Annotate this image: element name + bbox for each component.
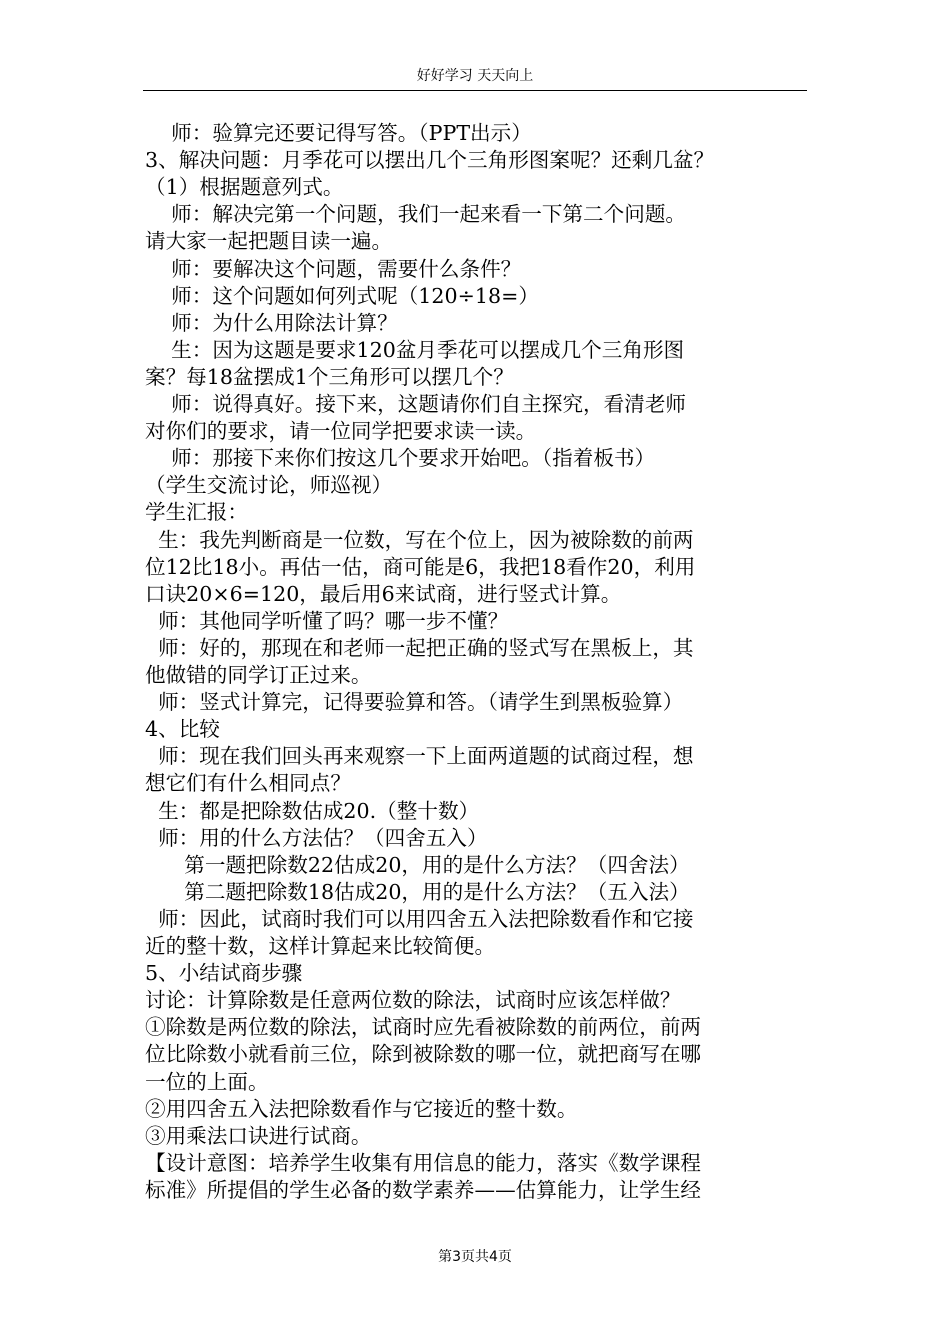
text-line: 师：说得真好。接下来，这题请你们自主探究，看清老师 bbox=[145, 392, 687, 416]
text-line: 生：我先判断商是一位数，写在个位上，因为被除数的前两 bbox=[145, 527, 694, 552]
text-line: 师：现在我们回头再来观察一下上面两道题的试商过程，想 bbox=[145, 744, 694, 769]
text-line: 标准》所提倡的学生必备的数学素养——估算能力，让学生经 bbox=[145, 1177, 702, 1202]
text-line: 师：因此，试商时我们可以用四舍五入法把除数看作和它接 bbox=[145, 906, 694, 931]
text-line: 学生汇报： bbox=[145, 500, 248, 525]
text-line: 一位的上面。 bbox=[145, 1069, 269, 1094]
text-line: 想它们有什么相同点？ bbox=[145, 771, 351, 796]
text-line: 第一题把除数22估成20，用的是什么方法？（四舍法） bbox=[145, 852, 690, 877]
text-line: 师：那接下来你们按这几个要求开始吧。（指着板书） bbox=[145, 446, 656, 471]
text-line: 3、解决问题：月季花可以摆出几个三角形图案呢？还剩几盆？ bbox=[145, 148, 715, 173]
text-line: 师：这个问题如何列式呢（120÷18=） bbox=[145, 283, 539, 308]
text-line: 师：用的什么方法估？（四舍五入） bbox=[145, 825, 488, 850]
text-line: 师：解决完第一个问题，我们一起来看一下第二个问题。 bbox=[145, 202, 687, 227]
text-line: 案？每18盆摆成1个三角形可以摆几个？ bbox=[145, 364, 514, 389]
text-line: 请大家一起把题目读一遍。 bbox=[145, 229, 393, 254]
text-line: 师：为什么用除法计算？ bbox=[145, 310, 398, 335]
text-line: 【设计意图：培养学生收集有用信息的能力，落实《数学课程 bbox=[145, 1150, 702, 1175]
text-line: 他做错的同学订正过来。 bbox=[145, 663, 372, 687]
page-footer: 第3页共4页 bbox=[438, 1249, 512, 1265]
text-line: 师：要解决这个问题，需要什么条件？ bbox=[145, 256, 522, 281]
text-line: （学生交流讨论，师巡视） bbox=[145, 473, 393, 498]
text-line: ②用四舍五入法把除数看作与它接近的整十数。 bbox=[145, 1096, 578, 1121]
text-line: 讨论：计算除数是任意两位数的除法，试商时应该怎样做？ bbox=[145, 988, 681, 1013]
text-line: 生：因为这题是要求120盆月季花可以摆成几个三角形图 bbox=[145, 337, 685, 362]
text-line: 对你们的要求，请一位同学把要求读一读。 bbox=[145, 419, 537, 444]
text-line: （1）根据题意列式。 bbox=[145, 175, 344, 200]
text-line: 4、比较 bbox=[145, 717, 220, 742]
text-line: 位12比18小。再估一估，商可能是6，我把18看作20，利用 bbox=[145, 554, 696, 579]
text-line: 第二题把除数18估成20，用的是什么方法？（五入法） bbox=[145, 879, 690, 904]
text-line: 口诀20×6=120，最后用6来试商，进行竖式计算。 bbox=[145, 581, 622, 606]
text-line: 生：都是把除数估成20.（整十数） bbox=[145, 798, 480, 823]
text-line: 位比除数小就看前三位，除到被除数的哪一位，就把商写在哪 bbox=[145, 1042, 702, 1067]
text-line: ①除数是两位数的除法，试商时应先看被除数的前两位，前两 bbox=[145, 1015, 702, 1040]
page-header: 好好学习 天天向上 bbox=[143, 62, 807, 91]
text-line: 师：验算完还要记得写答。（PPT出示） bbox=[145, 121, 532, 145]
text-line: 师：竖式计算完，记得要验算和答。（请学生到黑板验算） bbox=[145, 690, 684, 715]
text-line: 5、小结试商步骤 bbox=[145, 961, 303, 986]
text-line: ③用乘法口诀进行试商。 bbox=[145, 1123, 372, 1148]
text-line: 师：好的，那现在和老师一起把正确的竖式写在黑板上，其 bbox=[145, 635, 694, 660]
text-line: 师：其他同学听懂了吗？哪一步不懂？ bbox=[145, 608, 509, 633]
text-line: 近的整十数，这样计算起来比较简便。 bbox=[145, 934, 496, 958]
